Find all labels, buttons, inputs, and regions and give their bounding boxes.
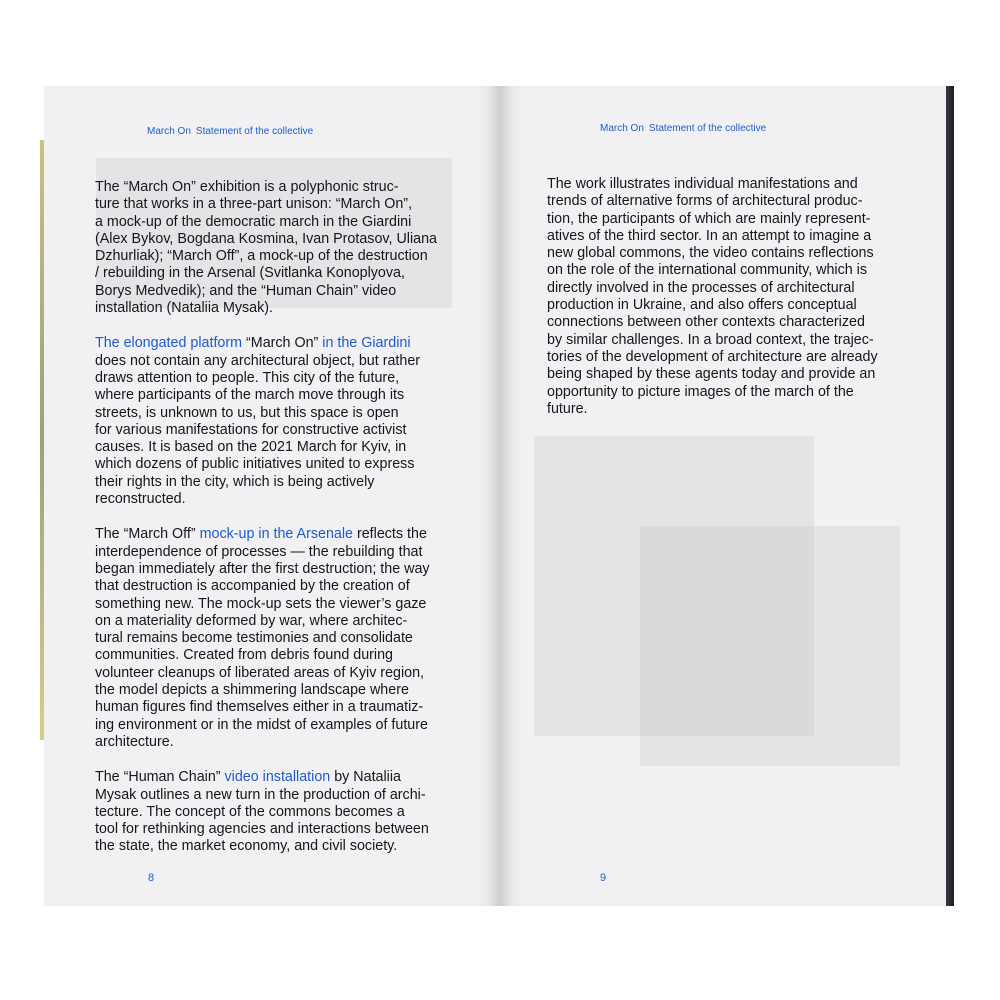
text-line bbox=[95, 179, 455, 196]
text-line bbox=[95, 526, 455, 543]
text-line bbox=[95, 804, 455, 821]
text-line bbox=[547, 193, 905, 210]
text-line bbox=[547, 211, 905, 228]
text-line bbox=[95, 578, 455, 595]
running-head-right bbox=[600, 123, 766, 134]
text-line bbox=[95, 439, 455, 456]
paragraph bbox=[547, 176, 905, 418]
text-segment: by Nataliia bbox=[330, 769, 401, 786]
text-line bbox=[95, 769, 455, 786]
text-segment: tion, the participants of which are mainly represent- bbox=[547, 210, 871, 227]
text-segment: ture that works in a three-part unison: “March On”, bbox=[95, 196, 413, 213]
text-segment: human figures find themselves either in a traumatiz- bbox=[95, 699, 424, 716]
text-line bbox=[95, 405, 455, 422]
text-line bbox=[95, 682, 455, 699]
text-segment: a mock-up of the democratic march in the Giardini bbox=[95, 213, 412, 230]
text-segment: tecture. The concept of the commons becomes a bbox=[95, 803, 405, 820]
text-segment: interdependence of processes — the rebuilding that bbox=[95, 543, 423, 560]
text-line bbox=[95, 456, 455, 473]
text-line bbox=[547, 176, 905, 193]
running-head-left bbox=[147, 126, 313, 137]
text-segment: on a materiality deformed by war, where architec- bbox=[95, 612, 408, 629]
text-line bbox=[95, 353, 455, 370]
right-page bbox=[500, 86, 946, 906]
text-line bbox=[95, 613, 455, 630]
text-line bbox=[547, 262, 905, 279]
text-segment: opportunity to picture images of the march of the bbox=[547, 383, 854, 400]
text-segment: Borys Medvedik); and the “Human Chain” video bbox=[95, 282, 397, 299]
text-line bbox=[95, 214, 455, 231]
text-segment: (Alex Bykov, Bogdana Kosmina, Ivan Protasov, Uliana bbox=[95, 230, 437, 247]
text-segment: communities. Created from debris found during bbox=[95, 647, 393, 664]
paragraph bbox=[95, 179, 455, 317]
text-line bbox=[95, 231, 455, 248]
text-segment: by similar challenges. In a broad context, the trajec- bbox=[547, 331, 874, 348]
highlighted-phrase: video installation bbox=[224, 769, 331, 786]
text-segment: The “March Off” bbox=[95, 526, 200, 543]
running-head-title: Statement of the collective bbox=[648, 123, 767, 134]
text-segment: The “March On” exhibition is a polyphonic struc- bbox=[95, 179, 399, 195]
text-line bbox=[547, 245, 905, 262]
text-line bbox=[95, 196, 455, 213]
text-segment: tories of the development of architecture are already bbox=[547, 348, 878, 365]
text-line bbox=[547, 332, 905, 349]
text-segment: streets, is unknown to us, but this space is open bbox=[95, 404, 399, 421]
text-segment: Dzhurliak); “March Off”, a mock-up of the destruction bbox=[95, 248, 428, 265]
text-segment: something new. The mock-up sets the viewer’s gaze bbox=[95, 595, 427, 612]
text-line bbox=[95, 283, 455, 300]
running-head-title: Statement of the collective bbox=[195, 126, 314, 137]
highlighted-phrase: mock-up in the Arsenale bbox=[199, 526, 353, 543]
text-segment: Mysak outlines a new turn in the production of archi- bbox=[95, 786, 426, 803]
paragraph bbox=[95, 526, 455, 751]
text-line bbox=[95, 596, 455, 613]
running-head-section: March On bbox=[147, 126, 191, 137]
text-segment: trends of alternative forms of architectural produc- bbox=[547, 193, 863, 210]
text-line bbox=[95, 717, 455, 734]
left-body-text bbox=[95, 179, 455, 874]
text-segment: production in Ukraine, and also offers conceptual bbox=[547, 297, 857, 314]
text-line bbox=[95, 422, 455, 439]
text-line bbox=[95, 699, 455, 716]
text-segment: draws attention to people. This city of the future, bbox=[95, 369, 400, 386]
text-segment: volunteer cleanups of liberated areas of Kyiv region, bbox=[95, 664, 425, 681]
show-through-block bbox=[640, 526, 900, 766]
text-line bbox=[95, 561, 455, 578]
text-segment: which dozens of public initiatives united to express bbox=[95, 456, 415, 473]
text-segment: for various manifestations for constructive activist bbox=[95, 421, 407, 438]
running-head-section: March On bbox=[600, 123, 644, 134]
text-line bbox=[95, 491, 455, 508]
text-line bbox=[95, 630, 455, 647]
text-segment: where participants of the march move through its bbox=[95, 387, 405, 404]
text-segment: The work illustrates individual manifestations and bbox=[547, 176, 858, 192]
text-segment: being shaped by these agents today and provide an bbox=[547, 366, 876, 383]
text-segment: / rebuilding in the Arsenal (Svitlanka Konoplyova, bbox=[95, 265, 405, 282]
text-segment: reconstructed. bbox=[95, 491, 186, 508]
text-segment: reflects the bbox=[353, 526, 427, 543]
text-line bbox=[95, 665, 455, 682]
paragraph bbox=[95, 769, 455, 855]
text-line bbox=[547, 228, 905, 245]
text-segment: The “Human Chain” bbox=[95, 769, 225, 786]
text-line bbox=[547, 384, 905, 401]
text-line bbox=[95, 387, 455, 404]
text-line bbox=[547, 314, 905, 331]
text-segment: that destruction is accompanied by the creation of bbox=[95, 578, 410, 595]
text-line bbox=[95, 544, 455, 561]
text-segment: tool for rethinking agencies and interactions between bbox=[95, 821, 429, 838]
text-line bbox=[547, 297, 905, 314]
text-line bbox=[95, 787, 455, 804]
text-segment: tural remains become testimonies and consolidate bbox=[95, 630, 413, 647]
text-segment: directly involved in the processes of architectural bbox=[547, 279, 855, 296]
booklet-spine-edge bbox=[946, 86, 954, 906]
text-line bbox=[547, 366, 905, 383]
text-segment: installation (Nataliia Mysak). bbox=[95, 300, 273, 317]
text-line bbox=[95, 265, 455, 282]
text-segment: causes. It is based on the 2021 March for Kyiv, in bbox=[95, 439, 407, 456]
text-segment: ing environment or in the midst of examples of future bbox=[95, 716, 428, 733]
text-line bbox=[95, 300, 455, 317]
paragraph bbox=[95, 335, 455, 508]
text-segment: architecture. bbox=[95, 733, 174, 750]
text-segment: the model depicts a shimmering landscape where bbox=[95, 682, 409, 699]
text-line bbox=[95, 734, 455, 751]
text-segment: future. bbox=[547, 400, 588, 417]
text-line bbox=[95, 248, 455, 265]
text-segment: on the role of the international community, which is bbox=[547, 262, 867, 279]
text-line bbox=[547, 401, 905, 418]
text-segment: the state, the market economy, and civil society. bbox=[95, 838, 398, 855]
text-segment: their rights in the city, which is being actively bbox=[95, 473, 375, 490]
text-segment: connections between other contexts characterized bbox=[547, 314, 865, 331]
text-line bbox=[547, 349, 905, 366]
text-line bbox=[95, 838, 455, 855]
text-segment: began immediately after the first destruction; the way bbox=[95, 560, 430, 577]
right-body-text bbox=[547, 176, 905, 436]
text-line bbox=[547, 280, 905, 297]
text-line bbox=[95, 647, 455, 664]
text-line bbox=[95, 821, 455, 838]
highlighted-phrase: in the Giardini bbox=[322, 335, 411, 352]
page-number-left: 8 bbox=[148, 872, 155, 884]
text-line bbox=[95, 370, 455, 387]
text-line bbox=[95, 474, 455, 491]
text-segment: atives of the third sector. In an attempt to imagine a bbox=[547, 227, 872, 244]
page-number-right: 9 bbox=[600, 872, 607, 884]
highlighted-phrase: The elongated platform bbox=[95, 335, 243, 352]
text-segment: “March On” bbox=[242, 335, 323, 352]
text-line bbox=[95, 335, 455, 352]
text-segment: does not contain any architectural object, but rather bbox=[95, 352, 421, 369]
text-segment: new global commons, the video contains reflections bbox=[547, 245, 874, 262]
left-page bbox=[44, 86, 500, 906]
